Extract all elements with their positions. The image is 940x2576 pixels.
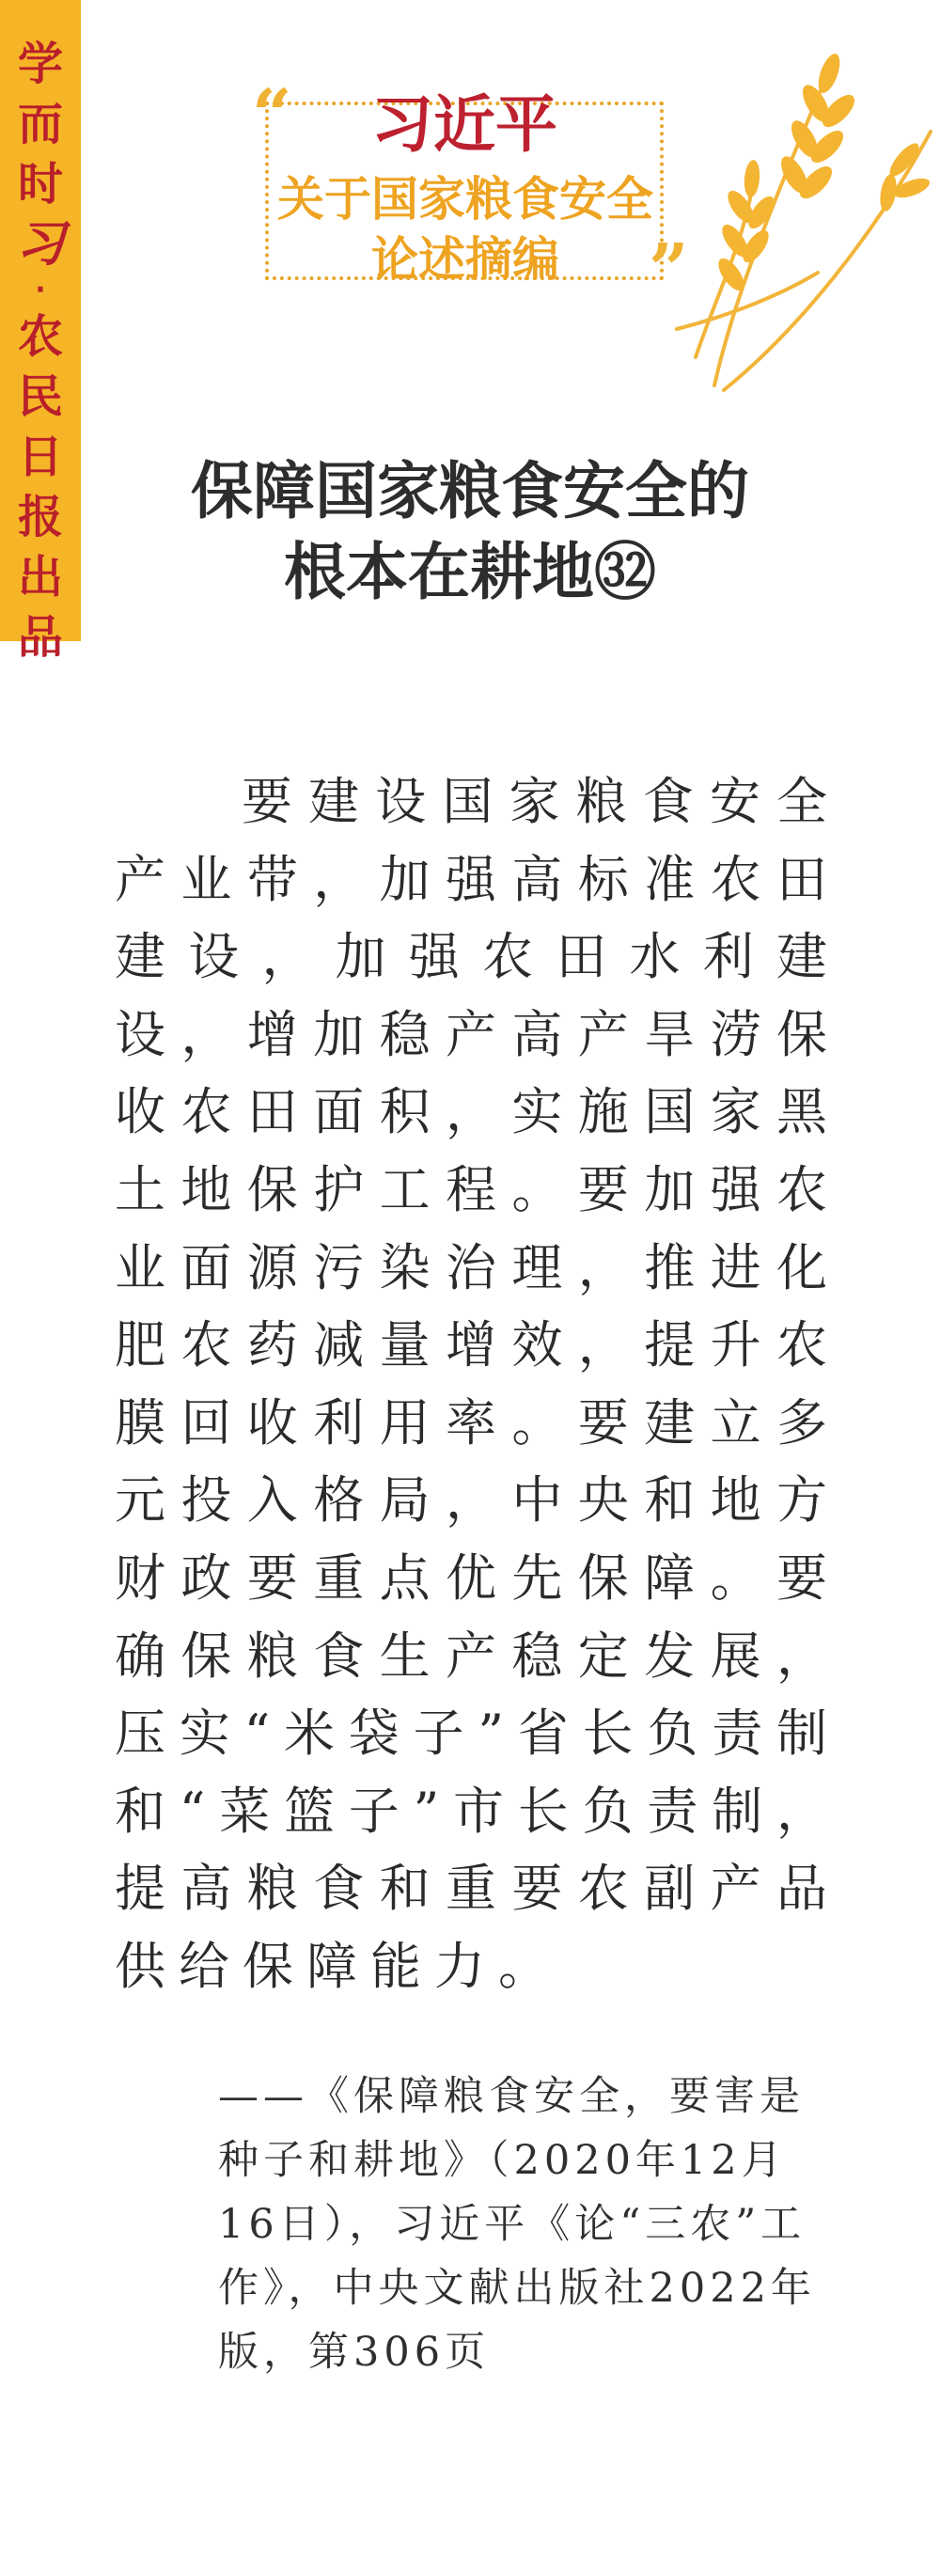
side-dot: · — [35, 274, 46, 306]
title-line-1: 关于国家粮食安全 — [277, 172, 653, 227]
quote-open-icon: “ — [252, 75, 292, 156]
side-char: 报 — [17, 491, 63, 543]
body-paragraph: 要建设国家粮食安全产业带，加强高标准农田建设，加强农田水利建设，增加稳产高产旱涝保收农田面积，实施国家黑土地保护工程。要加强农业面源污染治理，推进化肥农药减量增效，提升农膜回收利用率。要建立多元投入格局，中央和地方财政要重点优先保障。要确保粮食生产稳定发展，压实“米袋子”省长负责制和“菜篮子”市长负责制，提高粮食和重要农副产品供给保障能力。 — [115, 772, 840, 1996]
quote-close-icon: ” — [649, 229, 689, 310]
side-char: 而 — [17, 98, 63, 150]
source-citation: ——《保障粮食安全，要害是种子和耕地》（2020年12月16日），习近平《论“三农”工作》，中央文献出版社2022年版，第306页 — [218, 2073, 816, 2376]
side-char: 时 — [17, 158, 63, 211]
side-tab-brand — [0, 0, 81, 664]
side-char: 习 — [15, 215, 65, 273]
title-line-2: 论述摘编 — [371, 232, 559, 287]
side-char: 出 — [17, 551, 63, 604]
side-char: 日 — [17, 431, 63, 483]
side-char: 品 — [17, 611, 63, 664]
side-char: 民 — [17, 370, 63, 423]
headline-line-2: 根本在耕地㉜ — [284, 536, 656, 608]
side-char: 学 — [17, 38, 63, 90]
side-char: 农 — [17, 310, 63, 363]
title-author: 习近平 — [371, 88, 557, 161]
headline-line-1: 保障国家粮食安全的 — [191, 455, 749, 527]
wheat-ear-icon — [658, 19, 940, 395]
